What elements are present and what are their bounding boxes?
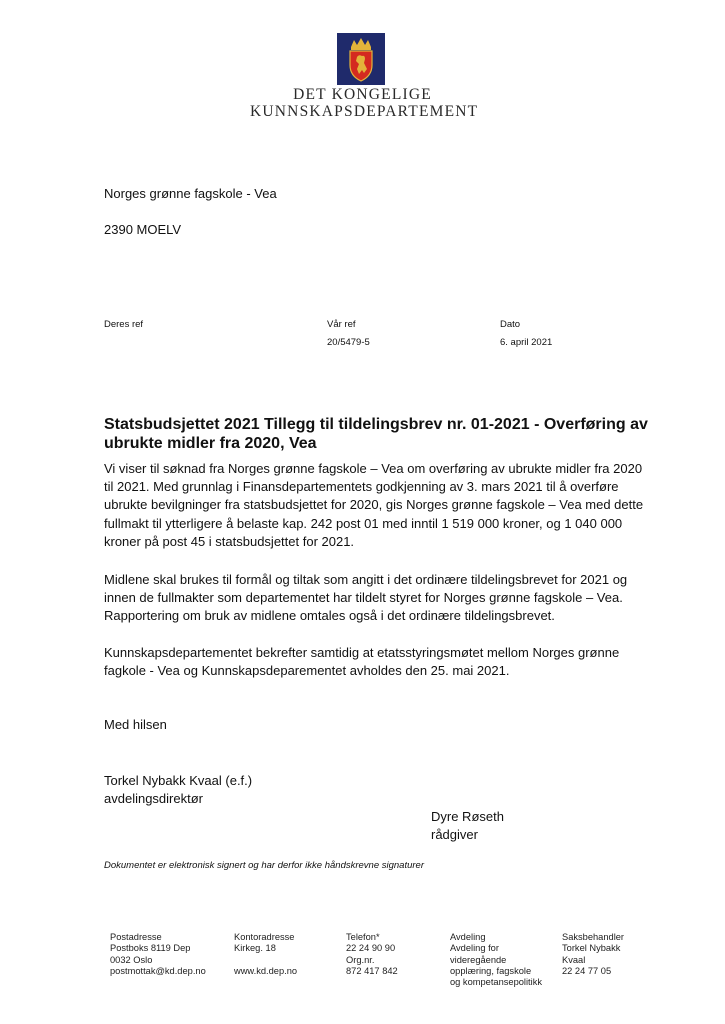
body-paragraph-2: Midlene skal brukes til formål og tiltak som angitt i det ordinære tildelingsbrevet for 2021 og innen de fullmakter som departementet har tildelt styret for Norges grønne fagskole – Vea. Rapportering om bruk av midlene omtales også i det ordinære tildelingsbrevet. <box>104 572 628 624</box>
footer-kontoradresse-line: Kirkeg. 18 <box>234 943 276 954</box>
signer1-name: Torkel Nybakk Kvaal (e.f.) <box>104 773 253 788</box>
footer-saksbehandler-name: Kvaal <box>562 954 586 965</box>
recipient-postal: 2390 MOELV <box>104 222 182 237</box>
footer-saksbehandler <box>562 932 624 977</box>
footer-postadresse-label: Postadresse <box>110 932 162 942</box>
footer-website[interactable]: www.kd.dep.no <box>234 965 298 976</box>
coat-of-arms-logo <box>337 33 385 85</box>
var-ref-label: Vår ref <box>327 319 356 330</box>
body-paragraph-3: Kunnskapsdepartementet bekrefter samtidig at etatsstyringsmøtet mellom Norges grønne fagkole - Vea og Kunnskapsdeparementet avholdes den 25. mai 2021. <box>104 645 620 679</box>
footer-avdeling-line: og kompetansepolitikk <box>450 977 542 988</box>
footer-saksbehandler-phone: 22 24 77 05 <box>562 965 612 976</box>
signer2-name: Dyre Røseth <box>431 809 504 824</box>
letter-subject: Statsbudsjettet 2021 Tillegg til tildelingsbrev nr. 01-2021 - Overføring av ubrukte midler fra 2020, Vea <box>104 416 648 452</box>
footer-saksbehandler-name: Torkel Nybakk <box>562 943 621 954</box>
footer-telefon-label: Telefon* <box>346 932 380 942</box>
footer-avdeling-line: opplæring, fagskole <box>450 965 532 976</box>
footer-avdeling-line: Avdeling for <box>450 943 499 954</box>
footer-avdeling-line: videregående <box>450 954 507 965</box>
department-name-line2: KUNNSKAPSDEPARTEMENT <box>250 103 479 120</box>
footer-avdeling <box>450 932 542 988</box>
deres-ref-label: Deres ref <box>104 319 144 330</box>
footer-telefon-number: 22 24 90 90 <box>346 943 396 954</box>
footer-postadresse-line: 0032 Oslo <box>110 954 153 965</box>
closing-greeting: Med hilsen <box>104 717 167 732</box>
footer-email[interactable]: postmottak@kd.dep.no <box>110 965 206 976</box>
signer1-title: avdelingsdirektør <box>104 791 203 806</box>
footer-orgnr-label: Org.nr. <box>346 954 375 965</box>
var-ref-value: 20/5479-5 <box>327 337 370 348</box>
footer-orgnr-value: 872 417 842 <box>346 965 398 976</box>
footer-postadresse-line: Postboks 8119 Dep <box>110 943 191 954</box>
footer-avdeling-label: Avdeling <box>450 932 486 942</box>
recipient-name: Norges grønne fagskole - Vea <box>104 186 277 201</box>
department-name-line1: DET KONGELIGE <box>293 86 432 103</box>
footer-postadresse <box>110 932 206 977</box>
dato-value: 6. april 2021 <box>500 337 553 348</box>
electronic-signature-note: Dokumentet er elektronisk signert og har derfor ikke håndskrevne signaturer <box>104 860 424 871</box>
footer-kontoradresse-line <box>234 955 297 966</box>
footer-saksbehandler-label: Saksbehandler <box>562 932 625 942</box>
dato-label: Dato <box>500 319 521 330</box>
signer2-title: rådgiver <box>431 827 478 842</box>
footer-telefon <box>346 932 398 977</box>
footer-kontoradresse-label: Kontoradresse <box>234 932 295 942</box>
body-paragraph-1: Vi viser til søknad fra Norges grønne fagskole – Vea om overføring av ubrukte midler fra 2020 til 2021. Med grunnlag i Finansdepartementets godkjenning av 3. mars 2021 til å overføre ubrukte bevilgninger fra statsbudsjettet for 2020, gis Norges grønne fagskole – Vea med dette fullmakt til ytterligere å belaste kap. 242 post 01 med inntil 1 519 000 kroner, og 1 040 000 kroner på post 45 i statsbudsjettet for 2021. <box>104 461 644 549</box>
footer-kontoradresse <box>234 932 297 977</box>
